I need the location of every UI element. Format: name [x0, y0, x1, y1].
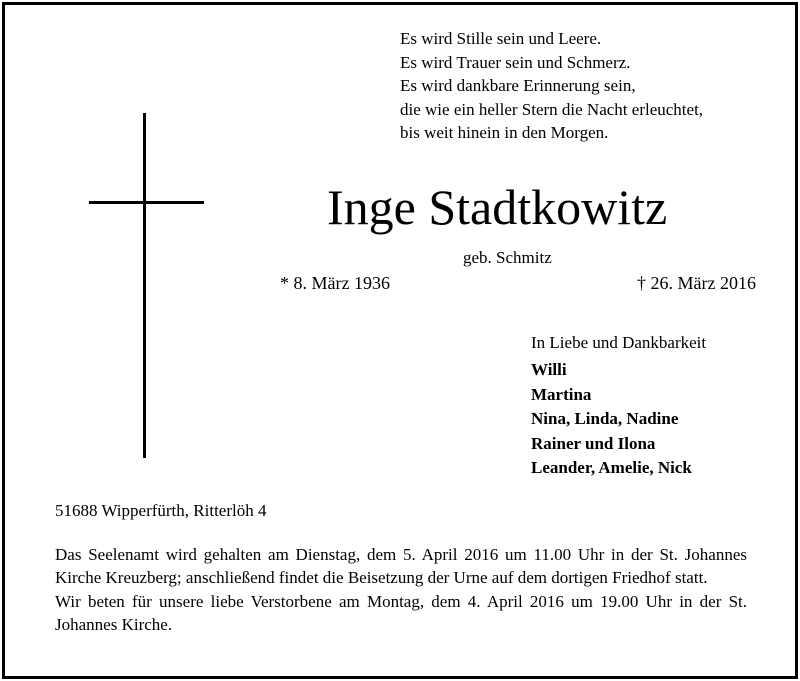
mourner-name: Rainer und Ilona — [531, 433, 656, 453]
poem-line: Es wird dankbare Erinnerung sein, — [400, 76, 636, 95]
service-details: Das Seelenamt wird gehalten am Dienstag, dem 5. April 2016 um 11.00 Uhr in der St. Johannes Kirche Kreuzberg; anschließend findet die Beisetzung der Urne auf dem dortigen Friedhof statt. — [55, 545, 747, 588]
poem-line: Es wird Stille sein und Leere. — [400, 29, 602, 48]
family-address: 51688 Wipperfürth, Ritterlöh 4 — [55, 501, 267, 520]
mourner-name: Willi — [531, 360, 567, 379]
poem-line: Es wird Trauer sein und Schmerz. — [400, 52, 631, 72]
mourners-intro: In Liebe und Dankbarkeit — [531, 333, 707, 352]
poem-line: bis weit hinein in den Morgen. — [400, 123, 609, 142]
deceased-name: Inge Stadtkowitz — [327, 179, 668, 235]
birth-date: * 8. März 1936 — [280, 273, 390, 293]
mourners-list — [531, 358, 692, 481]
cross-horizontal-bar — [89, 201, 204, 204]
mourner-name: Nina, Linda, Nadine — [531, 409, 679, 428]
mourner-name: Leander, Amelie, Nick — [531, 458, 692, 477]
prayer-details: Wir beten für unsere liebe Verstorbene am Montag, dem 4. April 2016 um 19.00 Uhr in der St. Johannes Kirche. — [55, 591, 747, 634]
mourner-name: Martina — [531, 384, 592, 404]
death-date: † 26. März 2016 — [637, 273, 756, 293]
poem-line: die wie ein heller Stern die Nacht erleuchtet, — [400, 99, 704, 119]
obituary-card — [2, 2, 798, 679]
cross-vertical-bar — [143, 113, 146, 458]
service-notice — [55, 543, 747, 636]
poem — [400, 27, 703, 145]
maiden-name: geb. Schmitz — [463, 248, 552, 267]
